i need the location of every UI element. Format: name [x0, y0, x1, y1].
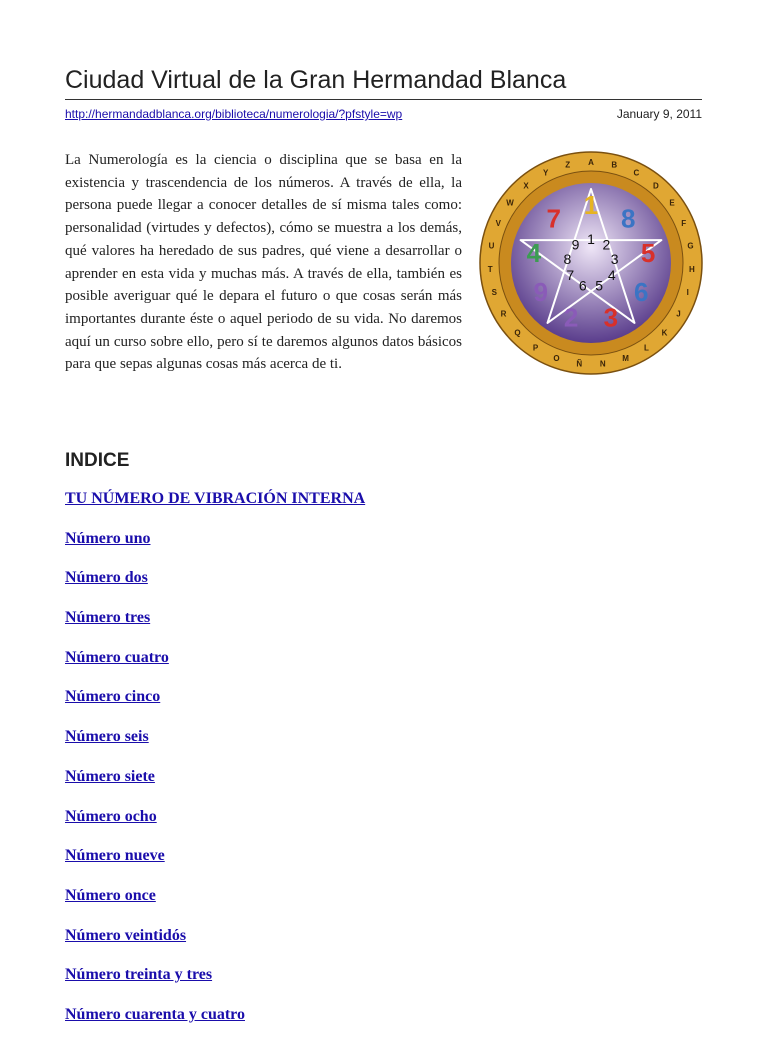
index-item: [65, 808, 365, 848]
page-title: Ciudad Virtual de la Gran Hermandad Blanca: [65, 66, 567, 94]
index-link-numero-seis[interactable]: Número seis: [65, 728, 149, 746]
wheel-big-number: 2: [563, 302, 579, 333]
intro-paragraph: La Numerología es la ciencia o disciplina que se basa en la existencia y trascendencia de los números. A través de ella, la persona puede llegar a conocer detalles de sí misma tales como: personalidad (virtudes y defectos), cómo se muestra a los demás, qué valores ha heredado de sus padres, qué viene a desarrollar o aprender en esta vida y muchas más. A través de ella, también es posible averiguar qué le depara el futuro o que cosas serán más importantes durante éste o aquel periodo de su vida. No daremos aquí un curso sobre ello, pero sí te daremos algunos datos básicos para que sepas algunas cosas más acerca de ti.: [65, 152, 462, 373]
index-item: [65, 688, 365, 728]
wheel-inner-number: 2: [602, 236, 611, 253]
wheel-letter: D: [653, 181, 659, 191]
wheel-letter: Ñ: [576, 359, 583, 369]
index-item: [65, 530, 365, 570]
index-item: [65, 569, 365, 609]
wheel-big-number: 1: [583, 190, 599, 220]
index-link-numero-tres[interactable]: Número tres: [65, 609, 151, 627]
wheel-big-number: 6: [633, 277, 649, 307]
index-link-numero-ocho[interactable]: Número ocho: [65, 807, 157, 825]
index-link-numero-treinta-y-tres[interactable]: Número treinta y tres: [65, 966, 213, 984]
source-url-link[interactable]: http://hermandadblanca.org/biblioteca/numerologia/?pfstyle=wp: [65, 107, 403, 121]
index-item: [65, 847, 365, 887]
wheel-letter: I: [686, 287, 689, 297]
wheel-big-number: 5: [640, 237, 656, 268]
wheel-letter: W: [506, 198, 514, 208]
index-item: [65, 490, 365, 530]
wheel-inner-number: 6: [578, 277, 587, 294]
index-item: [65, 609, 365, 649]
wheel-big-number: 4: [526, 237, 542, 268]
index-heading: INDICE: [65, 450, 130, 471]
wheel-letter: G: [687, 241, 694, 251]
wheel-big-number: 8: [621, 203, 636, 234]
wheel-big-number: 3: [603, 302, 619, 333]
title-divider: [65, 99, 702, 100]
index-item: [65, 768, 365, 808]
index-link-numero-cuarenta-y-cuatro[interactable]: Número cuarenta y cuatro: [65, 1005, 245, 1023]
index-link-numero-cinco[interactable]: Número cinco: [65, 688, 161, 706]
index-item: [65, 887, 365, 927]
wheel-letter: R: [500, 309, 507, 319]
wheel-letter: A: [588, 158, 594, 167]
wheel-letter: E: [669, 198, 675, 208]
index-link-numero-nueve[interactable]: Número nueve: [65, 847, 165, 865]
wheel-letter: B: [611, 160, 618, 170]
wheel-letter: O: [553, 353, 560, 363]
wheel-letter: T: [487, 264, 493, 274]
wheel-letter: M: [622, 353, 629, 363]
index-link-numero-cuatro[interactable]: Número cuatro: [65, 648, 169, 666]
wheel-letter: P: [532, 343, 539, 353]
wheel-big-number: 7: [546, 203, 561, 234]
index-link-numero-dos[interactable]: Número dos: [65, 569, 148, 587]
index-item: [65, 649, 365, 689]
wheel-letter: C: [633, 168, 640, 178]
index-link-vibracion-interna[interactable]: TU NÚMERO DE VIBRACIÓN INTERNA: [65, 490, 366, 507]
wheel-letter: Y: [542, 168, 549, 178]
wheel-inner-number: 7: [566, 267, 575, 283]
index-link-numero-veintidos[interactable]: Número veintidós: [65, 926, 187, 944]
index-link-numero-siete[interactable]: Número siete: [65, 767, 155, 785]
wheel-letter: J: [676, 309, 681, 319]
wheel-inner-number: 4: [607, 267, 616, 283]
wheel-letter: L: [644, 343, 649, 353]
wheel-inner-number: 5: [595, 277, 604, 294]
publish-date: January 9, 2011: [616, 107, 702, 121]
wheel-letter: H: [688, 264, 695, 274]
wheel-inner-number: 8: [563, 250, 572, 267]
wheel-letter: N: [599, 359, 606, 369]
index-item: [65, 927, 365, 967]
wheel-inner-number: 1: [587, 231, 595, 247]
wheel-inner-number: 3: [610, 250, 619, 267]
numerology-wheel-image: [478, 150, 704, 376]
wheel-inner-number: 9: [571, 236, 580, 253]
wheel-letter: U: [488, 241, 495, 251]
wheel-letter: S: [491, 287, 497, 297]
index-item: [65, 728, 365, 768]
wheel-letter: Q: [514, 328, 521, 338]
wheel-big-number: 9: [533, 277, 549, 307]
wheel-letter: V: [495, 218, 501, 228]
wheel-letter: X: [523, 181, 529, 191]
index-list: [65, 490, 365, 1046]
wheel-letter: Z: [565, 160, 571, 170]
index-item: [65, 1006, 365, 1046]
index-item: [65, 966, 365, 1006]
index-link-numero-uno[interactable]: Número uno: [65, 529, 151, 547]
wheel-letter: K: [661, 328, 668, 338]
wheel-letter: F: [681, 218, 687, 228]
index-link-numero-once[interactable]: Número once: [65, 886, 156, 904]
